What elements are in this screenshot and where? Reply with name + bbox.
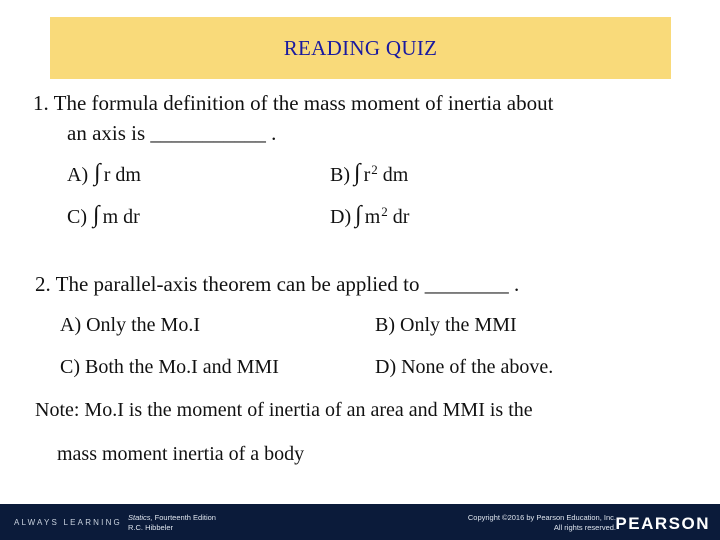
book-author: R.C. Hibbeler (128, 523, 174, 532)
option-b-text: r (363, 164, 371, 186)
option-b-superscript: 2 (371, 162, 378, 177)
title-banner (50, 17, 671, 79)
question-1-option-d (330, 204, 409, 228)
footer-bar (0, 504, 720, 540)
question-2-option-d: D) None of the above. (375, 356, 554, 378)
option-d-label: D) (330, 206, 352, 228)
note-line-2: mass moment inertia of a body (57, 443, 305, 465)
book-info (128, 513, 216, 533)
book-edition: Fourteenth Edition (152, 513, 216, 522)
integral-icon: ∫ (354, 160, 361, 186)
question-1-line-1: 1. The formula definition of the mass moment of inertia about (33, 91, 554, 115)
option-c-text: m dr (102, 206, 140, 228)
always-learning-tagline: ALWAYS LEARNING (14, 518, 122, 527)
integral-icon: ∫ (94, 160, 101, 186)
copyright-line-1: Copyright ©2016 by Pearson Education, Inc. (467, 513, 616, 522)
integral-icon: ∫ (355, 202, 362, 228)
question-2-option-b: B) Only the MMI (375, 314, 517, 336)
question-2-option-a: A) Only the Mo.I (60, 314, 200, 336)
question-2: 2. The parallel-axis theorem can be applied to ________ . (35, 272, 520, 296)
option-a-label: A) (67, 164, 89, 186)
option-d-text: m (364, 206, 381, 228)
option-d-text-suffix: dr (387, 206, 410, 228)
option-d-superscript: 2 (381, 204, 388, 219)
option-b-text-suffix: dm (377, 164, 409, 186)
question-1-line-2: an axis is ___________ . (67, 121, 277, 145)
book-title: Statics, (128, 513, 153, 522)
question-1-option-c (67, 204, 140, 228)
pearson-logo: PEARSON (615, 514, 710, 533)
copyright-line-2: All rights reserved. (553, 523, 616, 532)
question-1-option-a (67, 162, 141, 186)
note-line-1: Note: Mo.I is the moment of inertia of an area and MMI is the (35, 399, 533, 421)
question-2-option-c: C) Both the Mo.I and MMI (60, 356, 279, 378)
slide-title: READING QUIZ (283, 35, 438, 60)
copyright (468, 513, 616, 533)
option-b-label: B) (330, 164, 350, 186)
question-1-option-b (330, 162, 408, 186)
integral-icon: ∫ (93, 202, 100, 228)
option-a-text: r dm (103, 164, 141, 186)
option-c-label: C) (67, 206, 87, 228)
